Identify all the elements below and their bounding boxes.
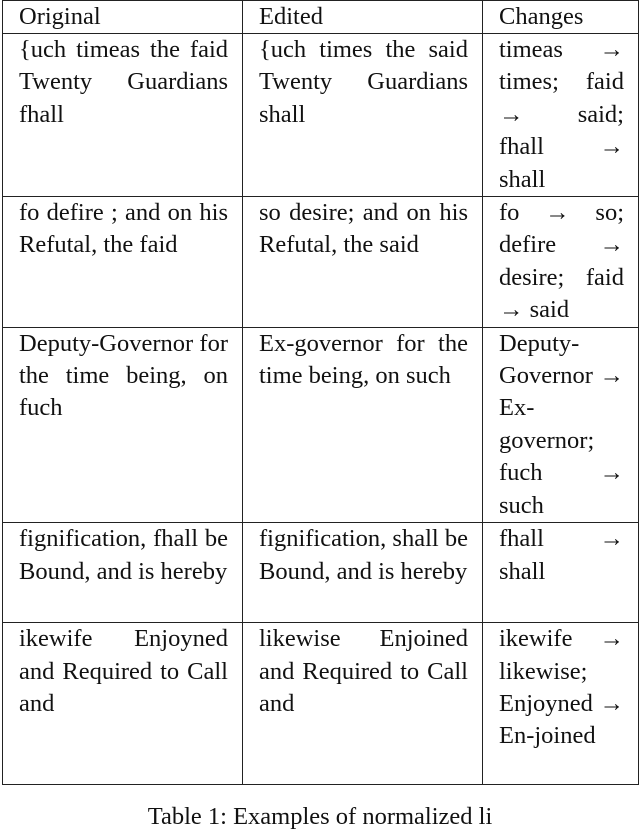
header-edited: Edited — [243, 1, 483, 34]
header-changes: Changes — [483, 1, 639, 34]
cell-edited: so desire; and on his Refutal, the said — [243, 197, 483, 328]
cell-original: {uch timeas the faid Twenty Guardians fhall — [3, 34, 243, 197]
cell-original: fignification, fhall be Bound, and is hereby — [3, 523, 243, 623]
table-row — [3, 623, 639, 785]
table-row — [3, 523, 639, 623]
cell-original: ikewife Enjoyned and Required to Call and — [3, 623, 243, 785]
table-caption: Table 1: Examples of normalized li — [147, 803, 493, 830]
cell-original: fo defire ; and on his Refutal, the faid — [3, 197, 243, 328]
cell-changes: ikewife → likewise; Enjoyned → En-joined — [483, 623, 639, 785]
cell-original: Deputy-Governor for the time being, on fuch — [3, 327, 243, 522]
cell-edited: likewise Enjoined and Required to Call and — [243, 623, 483, 785]
cell-edited: Ex-governor for the time being, on such — [243, 327, 483, 522]
examples-table — [2, 0, 639, 785]
table-row — [3, 327, 639, 522]
table-header-row — [3, 1, 639, 34]
cell-changes: fo → so; defire → desire; faid → said — [483, 197, 639, 328]
cell-changes: fhall → shall — [483, 523, 639, 623]
cell-changes: timeas → times; faid → said; fhall → shall — [483, 34, 639, 197]
table-row — [3, 197, 639, 328]
cell-changes: Deputy-Governor → Ex-governor; fuch → such — [483, 327, 639, 522]
cell-edited: fignification, shall be Bound, and is hereby — [243, 523, 483, 623]
table-row — [3, 34, 639, 197]
cell-edited: {uch times the said Twenty Guardians shall — [243, 34, 483, 197]
header-original: Original — [3, 1, 243, 34]
